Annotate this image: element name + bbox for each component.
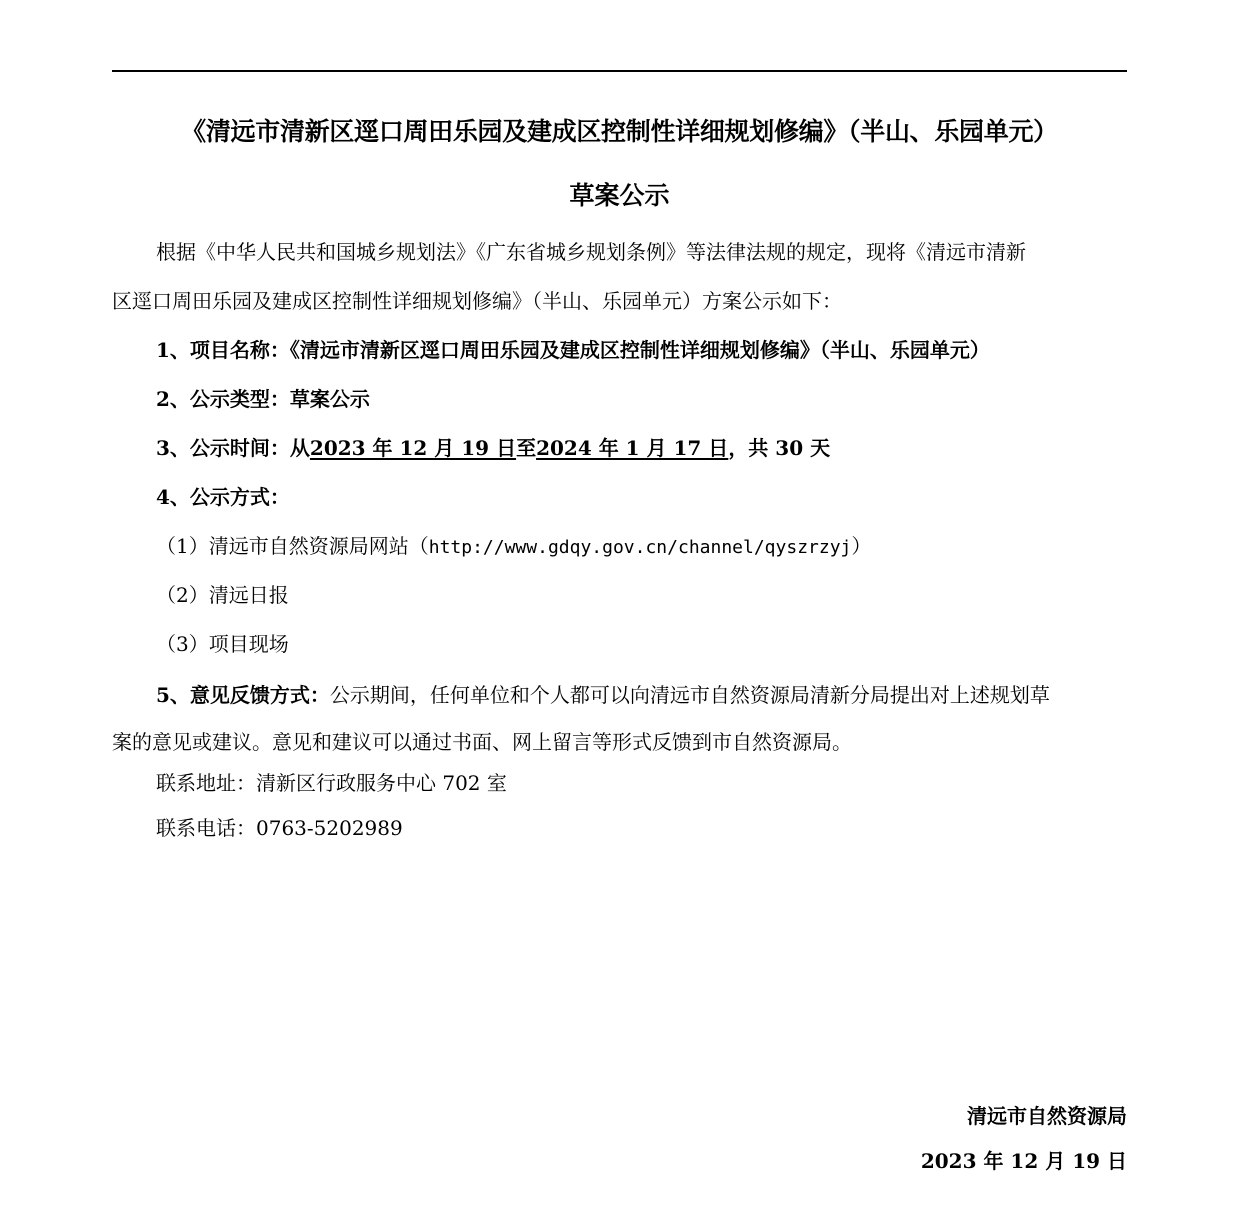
item-feedback <box>156 680 1050 710</box>
contact-phone: 联系电话：0763-5202989 <box>156 816 403 840</box>
period-end-date: 2024 年 1 月 17 日 <box>536 436 729 460</box>
signature-date: 2023 年 12 月 19 日 <box>920 1149 1127 1173</box>
item-notice-type-value: 草案公示 <box>289 387 370 411</box>
item-notice-type-label: 2、公示类型： <box>156 387 290 411</box>
period-start-date: 2023 年 12 月 19 日 <box>309 436 517 460</box>
item-feedback-line2: 案的意见或建议。意见和建议可以通过书面、网上留言等形式反馈到市自然资源局。 <box>112 730 852 754</box>
method-newspaper: （2）清远日报 <box>156 583 289 607</box>
method-website <box>156 531 871 563</box>
item-project-name <box>156 335 990 365</box>
item-notice-period-label: 3、公示时间： <box>156 436 290 460</box>
period-from: 从 <box>289 436 310 460</box>
intro-paragraph-line1: 根据《中华人民共和国城乡规划法》《广东省城乡规划条例》等法律法规的规定，现将《清远市清新 <box>156 240 1026 264</box>
signature-organization: 清远市自然资源局 <box>967 1104 1127 1128</box>
item-project-name-label: 1、项目名称： <box>156 338 290 362</box>
method-website-label: （1）清远市自然资源局网站（ <box>156 534 429 558</box>
method-website-url[interactable]: http://www.gdqy.gov.cn/channel/qyszrzyj <box>428 537 852 558</box>
item-project-name-value: 《清远市清新区逕口周田乐园及建成区控制性详细规划修编》（半山、乐园单元） <box>289 338 990 362</box>
period-to: 至 <box>516 436 537 460</box>
method-site: （3）项目现场 <box>156 632 289 656</box>
item-notice-period <box>156 433 830 463</box>
item-notice-methods: 4、公示方式： <box>156 485 290 509</box>
method-website-close: ） <box>851 534 872 558</box>
period-total: ，共 30 天 <box>728 436 831 460</box>
contact-address: 联系地址：清新区行政服务中心 702 室 <box>156 771 507 795</box>
item-feedback-text1: 公示期间，任何单位和个人都可以向清远市自然资源局清新分局提出对上述规划草 <box>329 683 1050 707</box>
document-title: 《清远市清新区逕口周田乐园及建成区控制性详细规划修编》（半山、乐园单元） <box>181 117 1058 146</box>
document-subtitle: 草案公示 <box>569 181 670 210</box>
header-rule <box>112 70 1127 72</box>
intro-paragraph-line2: 区逕口周田乐园及建成区控制性详细规划修编》（半山、乐园单元）方案公示如下： <box>112 289 842 313</box>
item-feedback-label: 5、意见反馈方式： <box>156 683 330 707</box>
item-notice-type <box>156 384 370 414</box>
